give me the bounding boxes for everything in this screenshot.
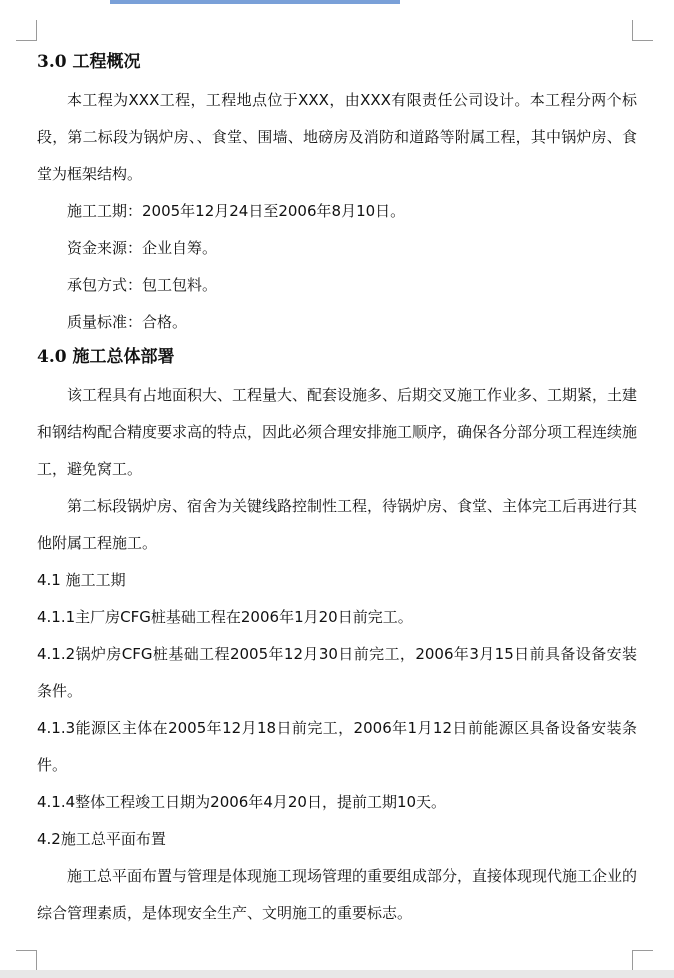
- funding-source: 资金来源：企业自筹。: [67, 239, 218, 257]
- schedule-item-4-1-2: 4.1.2锅炉房CFG桩基础工程2005年12月30日前完工，2006年3月15日前具备设备安装条件。: [37, 645, 637, 700]
- page-corner-mark-bottom-left: [16, 950, 37, 971]
- page-corner-mark-bottom-right: [632, 950, 653, 971]
- schedule-item-4-1-1: 4.1.1主厂房CFG桩基础工程在2006年1月20日前完工。: [37, 608, 413, 626]
- page-corner-mark-top-left: [16, 20, 37, 41]
- construction-period: 施工工期：2005年12月24日至2006年8月10日。: [67, 202, 406, 220]
- quality-standard: 质量标准：合格。: [67, 313, 188, 331]
- horizontal-scrollbar-thumb[interactable]: [110, 0, 400, 4]
- contract-method: 承包方式：包工包料。: [67, 276, 218, 294]
- project-overview-paragraph: 本工程为XXX工程，工程地点位于XXX，由XXX有限责任公司设计。本工程分两个标段，第二标段为锅炉房、、食堂、围墙、地磅房及消防和道路等附属工程，其中锅炉房、食堂为框架结构。: [37, 91, 637, 183]
- schedule-item-4-1-3: 4.1.3能源区主体在2005年12月18日前完工，2006年1月12日前能源区具备设备安装条件。: [37, 719, 637, 774]
- deployment-paragraph-1: 该工程具有占地面积大、工程量大、配套设施多、后期交叉施工作业多、工期紧，土建和钢结构配合精度要求高的特点，因此必须合理安排施工顺序，确保各分部分项工程连续施工，避免窝工。: [37, 386, 638, 478]
- site-layout-paragraph: 施工总平面布置与管理是体现施工现场管理的重要组成部分，直接体现现代施工企业的综合管理素质，是体现安全生产、文明施工的重要标志。: [37, 867, 638, 922]
- section-4-heading: 4.0 施工总体部署: [37, 347, 175, 367]
- section-3-heading: 3.0 工程概况: [37, 52, 141, 72]
- subsection-4-2-heading: 4.2施工总平面布置: [37, 830, 166, 848]
- deployment-paragraph-2: 第二标段锅炉房、宿舍为关键线路控制性工程，待锅炉房、食堂、主体完工后再进行其他附属工程施工。: [37, 497, 638, 552]
- page-corner-mark-top-right: [632, 20, 653, 41]
- subsection-4-1-heading: 4.1 施工工期: [37, 571, 126, 589]
- page-bottom-edge: [0, 970, 674, 978]
- schedule-item-4-1-4: 4.1.4整体工程竣工日期为2006年4月20日，提前工期10天。: [37, 793, 447, 811]
- document-body: [37, 46, 637, 932]
